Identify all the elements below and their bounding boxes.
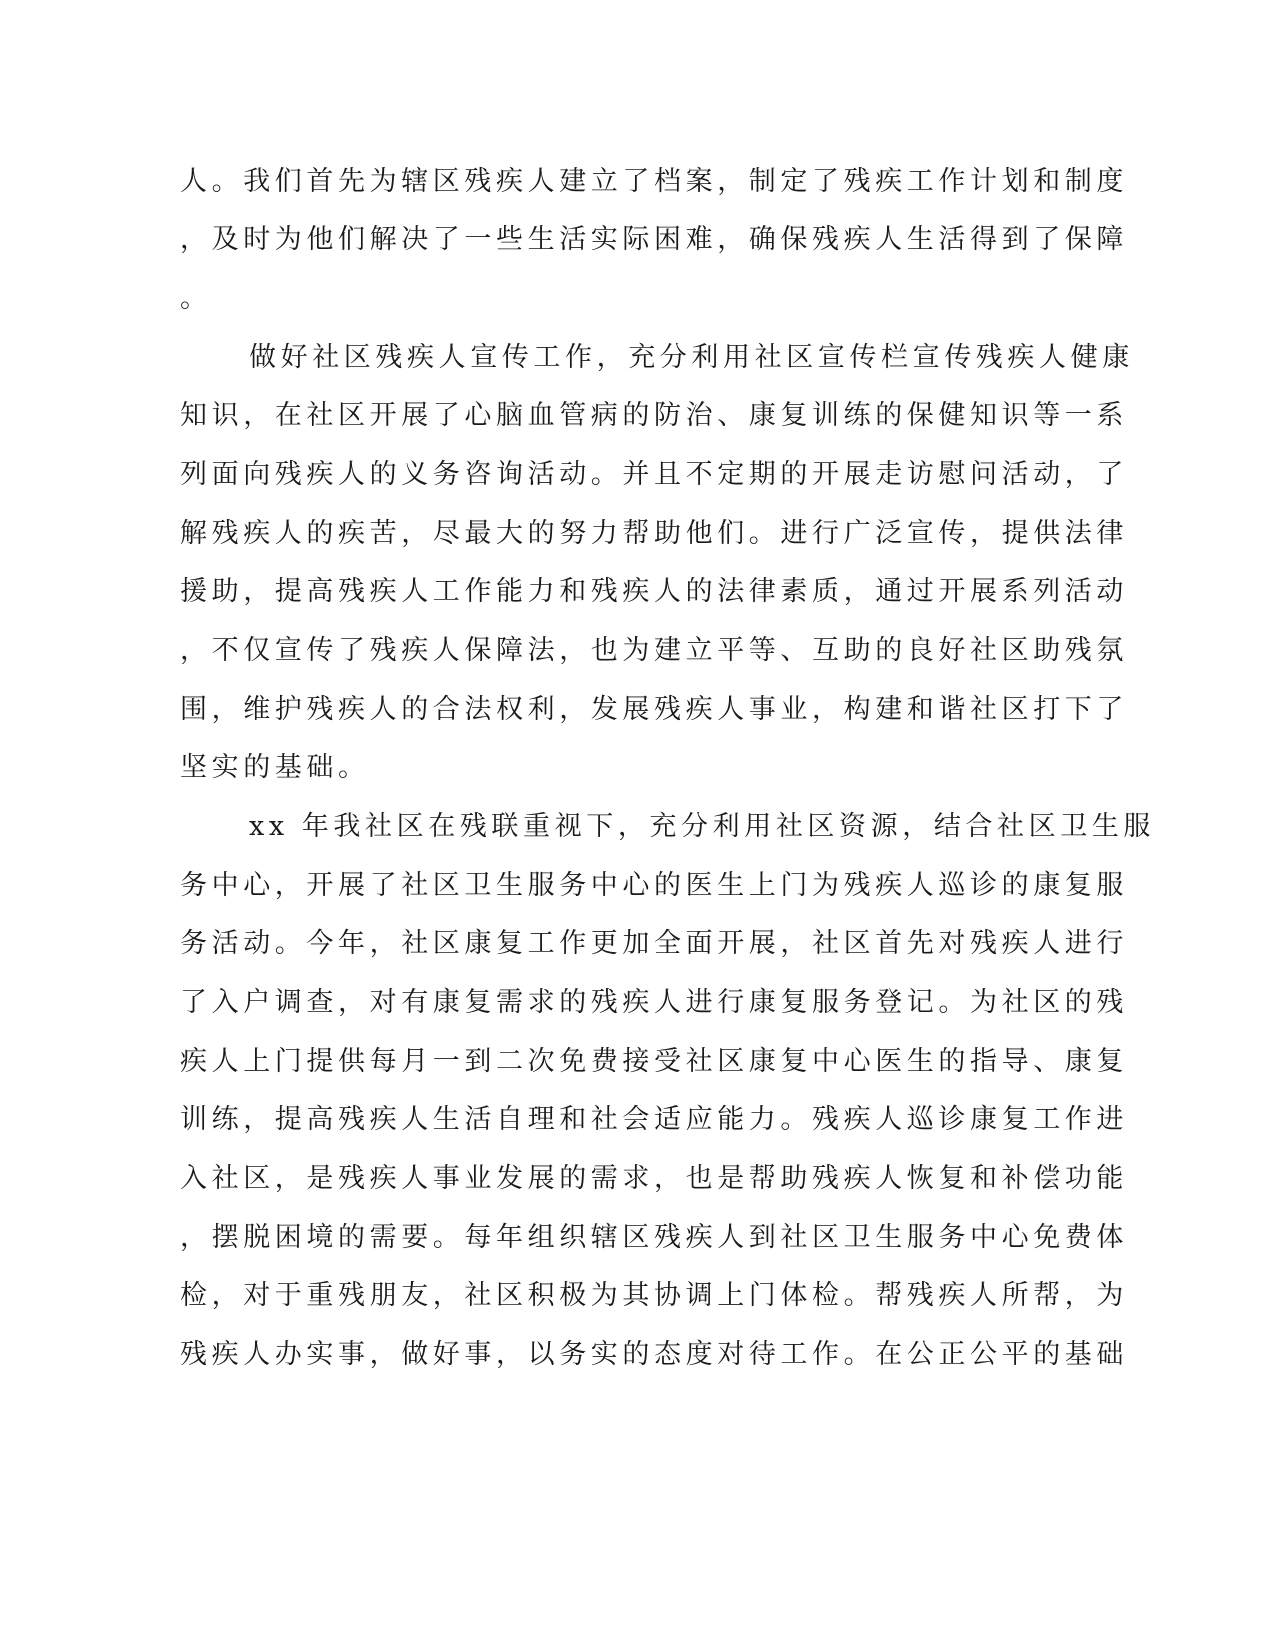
text-line: 残疾人办实事，做好事，以务实的态度对待工作。在公正公平的基础 [180,1339,1128,1370]
paragraph-start-line: 做好社区残疾人宣传工作，充分利用社区宣传栏宣传残疾人健康 [249,342,1134,373]
text-line: 了入户调查，对有康复需求的残疾人进行康复服务登记。为社区的残 [180,987,1128,1018]
text-line: 务中心，开展了社区卫生服务中心的医生上门为残疾人巡诊的康复服 [180,870,1128,901]
text-line: ，不仅宣传了残疾人保障法，也为建立平等、互助的良好社区助残氛 [180,635,1128,666]
text-line: 检，对于重残朋友，社区积极为其协调上门体检。帮残疾人所帮，为 [180,1280,1128,1311]
text-line: ，及时为他们解决了一些生活实际困难，确保残疾人生活得到了保障 [180,224,1128,255]
text-line: 人。我们首先为辖区残疾人建立了档案，制定了残疾工作计划和制度 [180,166,1128,197]
text-line: 训练，提高残疾人生活自理和社会适应能力。残疾人巡诊康复工作进 [180,1104,1128,1135]
text-line: ，摆脱困境的需要。每年组织辖区残疾人到社区卫生服务中心免费体 [180,1222,1128,1253]
text-line: 。 [180,283,212,314]
text-line: 列面向残疾人的义务咨询活动。并且不定期的开展走访慰问活动，了 [180,459,1128,490]
text-line: 解残疾人的疾苦，尽最大的努力帮助他们。进行广泛宣传，提供法律 [180,518,1128,549]
text-line: 疾人上门提供每月一到二次免费接受社区康复中心医生的指导、康复 [180,1046,1128,1077]
text-line: 务活动。今年，社区康复工作更加全面开展，社区首先对残疾人进行 [180,928,1128,959]
text-line: 围，维护残疾人的合法权利，发展残疾人事业，构建和谐社区打下了 [180,694,1128,725]
paragraph-start-line: xx 年我社区在残联重视下，充分利用社区资源，结合社区卫生服 [249,811,1156,842]
text-line: 入社区，是残疾人事业发展的需求，也是帮助残疾人恢复和补偿功能 [180,1163,1128,1194]
text-line: 知识，在社区开展了心脑血管病的防治、康复训练的保健知识等一系 [180,400,1128,431]
text-line: 援助，提高残疾人工作能力和残疾人的法律素质，通过开展系列活动 [180,576,1128,607]
text-line: 坚实的基础。 [180,752,370,783]
